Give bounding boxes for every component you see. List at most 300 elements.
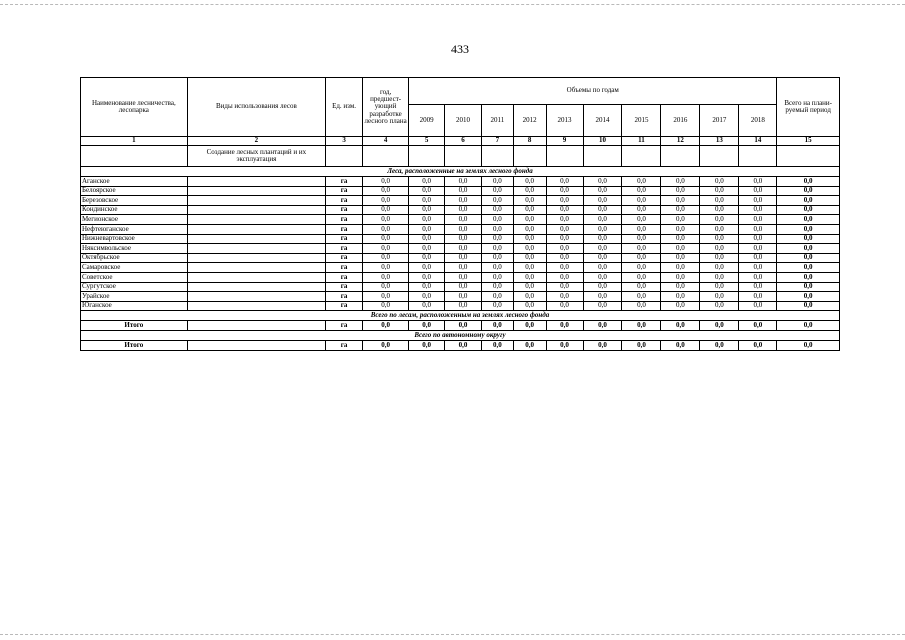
value-cell: 0,0 [445,321,482,331]
scan-bottom-edge [0,634,905,635]
value-cell: 0,0 [700,253,739,263]
kind-cell [187,196,325,206]
value-cell: 0,0 [622,224,661,234]
value-cell: 0,0 [481,282,513,292]
unit-cell: га [326,205,363,215]
value-cell: 0,0 [481,244,513,254]
value-cell: 0,0 [739,253,777,263]
value-cell: 0,0 [513,272,546,282]
value-cell: 0,0 [513,321,546,331]
kind-cell [187,224,325,234]
value-cell: 0,0 [583,224,622,234]
value-cell: 0,0 [661,301,700,311]
section-forest-fund: Леса, расположенные на землях лесного фонда [81,167,840,177]
total-value-cell: 0,0 [777,177,840,187]
total-value-cell: 0,0 [777,186,840,196]
value-cell: 0,0 [546,224,583,234]
value-cell: 0,0 [739,272,777,282]
header-prev-year: год, предшест-ующий разработке лесного плана [363,78,409,137]
unit-cell: га [326,196,363,206]
value-cell: 0,0 [546,177,583,187]
value-cell: 0,0 [481,292,513,302]
year-cell: 2018 [739,105,777,137]
total-value-cell: 0,0 [777,272,840,282]
value-cell: 0,0 [546,263,583,273]
value-cell: 0,0 [445,253,482,263]
value-cell: 0,0 [363,196,409,206]
value-cell: 0,0 [363,301,409,311]
section-total-district: Всего по автономному округу [81,330,840,340]
value-cell: 0,0 [583,177,622,187]
column-number: 4 [363,137,409,146]
value-cell: 0,0 [622,292,661,302]
value-cell: 0,0 [739,340,777,350]
value-cell: 0,0 [409,224,445,234]
column-number: 11 [622,137,661,146]
forestry-name: Итого [81,321,188,331]
value-cell: 0,0 [700,272,739,282]
value-cell: 0,0 [445,301,482,311]
value-cell: 0,0 [445,282,482,292]
value-cell: 0,0 [481,234,513,244]
value-cell: 0,0 [513,177,546,187]
total-value-cell: 0,0 [777,244,840,254]
value-cell: 0,0 [622,205,661,215]
table-row [81,177,840,187]
value-cell: 0,0 [546,272,583,282]
value-cell: 0,0 [363,215,409,225]
value-cell: 0,0 [546,244,583,254]
value-cell: 0,0 [409,301,445,311]
value-cell: 0,0 [546,215,583,225]
value-cell: 0,0 [409,272,445,282]
kind-cell [187,292,325,302]
value-cell: 0,0 [739,215,777,225]
value-cell: 0,0 [445,215,482,225]
header-volumes: Объемы по годам [409,78,777,105]
value-cell: 0,0 [700,224,739,234]
table-row [81,244,840,254]
value-cell: 0,0 [661,196,700,206]
value-cell: 0,0 [739,177,777,187]
column-number: 9 [546,137,583,146]
kind-cell [187,263,325,273]
value-cell: 0,0 [445,244,482,254]
column-numbers-row [81,137,840,146]
unit-cell: га [326,253,363,263]
value-cell: 0,0 [700,321,739,331]
total-value-cell: 0,0 [777,215,840,225]
unit-cell: га [326,301,363,311]
column-number: 15 [777,137,840,146]
unit-cell: га [326,224,363,234]
column-number: 13 [700,137,739,146]
value-cell: 0,0 [700,177,739,187]
value-cell: 0,0 [700,292,739,302]
unit-cell: га [326,234,363,244]
value-cell: 0,0 [546,205,583,215]
column-number: 5 [409,137,445,146]
value-cell: 0,0 [583,282,622,292]
value-cell: 0,0 [513,253,546,263]
header-unit: Ед. изм. [326,78,363,137]
value-cell: 0,0 [445,224,482,234]
table-row [81,234,840,244]
value-cell: 0,0 [583,205,622,215]
value-cell: 0,0 [445,234,482,244]
total-value-cell: 0,0 [777,321,840,331]
forestry-name: Юганское [81,301,188,311]
page-number: 433 [451,42,469,56]
value-cell: 0,0 [622,263,661,273]
column-number: 7 [481,137,513,146]
value-cell: 0,0 [513,224,546,234]
value-cell: 0,0 [445,340,482,350]
value-cell: 0,0 [622,340,661,350]
value-cell: 0,0 [513,215,546,225]
scan-top-edge [0,4,905,5]
forestry-name: Нефтеюганское [81,224,188,234]
value-cell: 0,0 [739,282,777,292]
forestry-rows [81,177,840,311]
unit-cell: га [326,177,363,187]
table-row [81,292,840,302]
kind-cell [187,282,325,292]
value-cell: 0,0 [363,234,409,244]
value-cell: 0,0 [409,234,445,244]
value-cell: 0,0 [739,205,777,215]
value-cell: 0,0 [583,186,622,196]
total-value-cell: 0,0 [777,263,840,273]
forestry-name: Итого [81,340,188,350]
value-cell: 0,0 [583,340,622,350]
kind-cell [187,244,325,254]
value-cell: 0,0 [363,244,409,254]
value-cell: 0,0 [409,292,445,302]
value-cell: 0,0 [409,321,445,331]
value-cell: 0,0 [546,253,583,263]
value-cell: 0,0 [481,224,513,234]
value-cell: 0,0 [739,186,777,196]
column-number: 2 [187,137,325,146]
header-kinds: Виды использования лесов [187,78,325,137]
value-cell: 0,0 [409,205,445,215]
value-cell: 0,0 [481,196,513,206]
value-cell: 0,0 [363,340,409,350]
value-cell: 0,0 [445,177,482,187]
value-cell: 0,0 [481,272,513,282]
value-cell: 0,0 [513,301,546,311]
year-cell: 2014 [583,105,622,137]
kind-cell [187,234,325,244]
value-cell: 0,0 [622,253,661,263]
total-value-cell: 0,0 [777,196,840,206]
value-cell: 0,0 [409,340,445,350]
table-row [81,205,840,215]
table-row [81,186,840,196]
forestry-name: Няксимвольское [81,244,188,254]
value-cell: 0,0 [661,234,700,244]
value-cell: 0,0 [661,292,700,302]
total-value-cell: 0,0 [777,205,840,215]
value-cell: 0,0 [481,301,513,311]
value-cell: 0,0 [661,282,700,292]
column-number: 3 [326,137,363,146]
value-cell: 0,0 [363,177,409,187]
value-cell: 0,0 [481,321,513,331]
forestry-name: Белоярское [81,186,188,196]
value-cell: 0,0 [481,186,513,196]
year-cell: 2010 [445,105,482,137]
year-cell: 2013 [546,105,583,137]
value-cell: 0,0 [445,196,482,206]
value-cell: 0,0 [739,301,777,311]
value-cell: 0,0 [583,263,622,273]
value-cell: 0,0 [700,340,739,350]
value-cell: 0,0 [622,186,661,196]
value-cell: 0,0 [700,205,739,215]
value-cell: 0,0 [661,340,700,350]
value-cell: 0,0 [622,282,661,292]
value-cell: 0,0 [363,186,409,196]
value-cell: 0,0 [583,253,622,263]
value-cell: 0,0 [363,263,409,273]
value-cell: 0,0 [661,224,700,234]
year-cell: 2011 [481,105,513,137]
value-cell: 0,0 [739,263,777,273]
section-total-forest: Всего по лесам, расположенным на землях лесного фонда [81,311,840,321]
table-row [81,263,840,273]
kind-cell [187,215,325,225]
value-cell: 0,0 [622,177,661,187]
table-row [81,224,840,234]
total-row [81,321,840,331]
table-row [81,196,840,206]
kind-cell [187,253,325,263]
unit-cell: га [326,272,363,282]
forestry-name: Самаровское [81,263,188,273]
value-cell: 0,0 [409,282,445,292]
value-cell: 0,0 [622,321,661,331]
forestry-name: Кондинское [81,205,188,215]
value-cell: 0,0 [661,205,700,215]
total-row [81,340,840,350]
table-row [81,272,840,282]
value-cell: 0,0 [481,215,513,225]
value-cell: 0,0 [513,244,546,254]
value-cell: 0,0 [546,282,583,292]
value-cell: 0,0 [513,186,546,196]
year-cell: 2016 [661,105,700,137]
value-cell: 0,0 [661,263,700,273]
unit-cell: га [326,263,363,273]
value-cell: 0,0 [700,263,739,273]
unit-cell: га [326,292,363,302]
table-row [81,282,840,292]
kind-cell [187,186,325,196]
value-cell: 0,0 [481,253,513,263]
value-cell: 0,0 [739,234,777,244]
value-cell: 0,0 [445,292,482,302]
value-cell: 0,0 [409,263,445,273]
value-cell: 0,0 [661,186,700,196]
total-value-cell: 0,0 [777,253,840,263]
value-cell: 0,0 [622,196,661,206]
value-cell: 0,0 [661,215,700,225]
kind-cell [187,301,325,311]
activity-label: Создание лесных плантаций и их эксплуатация [187,146,325,167]
value-cell: 0,0 [661,253,700,263]
value-cell: 0,0 [546,292,583,302]
forestry-name: Урайское [81,292,188,302]
value-cell: 0,0 [700,186,739,196]
total-value-cell: 0,0 [777,292,840,302]
value-cell: 0,0 [546,186,583,196]
value-cell: 0,0 [700,234,739,244]
value-cell: 0,0 [363,282,409,292]
value-cell: 0,0 [481,205,513,215]
value-cell: 0,0 [409,177,445,187]
value-cell: 0,0 [739,321,777,331]
value-cell: 0,0 [513,292,546,302]
value-cell: 0,0 [622,215,661,225]
value-cell: 0,0 [409,215,445,225]
value-cell: 0,0 [513,234,546,244]
total-value-cell: 0,0 [777,234,840,244]
unit-cell: га [326,215,363,225]
column-number: 6 [445,137,482,146]
header-total: Всего на плани-руемый период [777,78,840,137]
forestry-name: Нижневартовское [81,234,188,244]
kind-cell [187,177,325,187]
value-cell: 0,0 [661,321,700,331]
column-number: 8 [513,137,546,146]
forestry-name: Сургутское [81,282,188,292]
value-cell: 0,0 [739,292,777,302]
activity-row [81,146,840,167]
value-cell: 0,0 [445,205,482,215]
value-cell: 0,0 [739,196,777,206]
total-value-cell: 0,0 [777,282,840,292]
value-cell: 0,0 [583,215,622,225]
kind-cell [187,272,325,282]
value-cell: 0,0 [409,253,445,263]
value-cell: 0,0 [363,321,409,331]
value-cell: 0,0 [445,272,482,282]
column-number: 12 [661,137,700,146]
forestry-name: Аганское [81,177,188,187]
value-cell: 0,0 [445,263,482,273]
total-district-row-group [81,340,840,350]
unit-cell: га [326,282,363,292]
column-number: 14 [739,137,777,146]
value-cell: 0,0 [546,234,583,244]
forest-plantations-table [80,77,840,351]
value-cell: 0,0 [481,177,513,187]
value-cell: 0,0 [622,234,661,244]
value-cell: 0,0 [363,205,409,215]
value-cell: 0,0 [546,340,583,350]
value-cell: 0,0 [583,292,622,302]
value-cell: 0,0 [513,196,546,206]
forestry-name: Березовское [81,196,188,206]
value-cell: 0,0 [409,196,445,206]
forestry-name: Советское [81,272,188,282]
value-cell: 0,0 [583,272,622,282]
year-cell: 2015 [622,105,661,137]
value-cell: 0,0 [481,340,513,350]
year-cell: 2009 [409,105,445,137]
year-cell: 2017 [700,105,739,137]
value-cell: 0,0 [363,272,409,282]
total-value-cell: 0,0 [777,301,840,311]
value-cell: 0,0 [363,292,409,302]
value-cell: 0,0 [661,177,700,187]
value-cell: 0,0 [583,244,622,254]
unit-cell: га [326,321,363,331]
value-cell: 0,0 [700,301,739,311]
column-number: 10 [583,137,622,146]
value-cell: 0,0 [513,282,546,292]
value-cell: 0,0 [583,196,622,206]
year-cell: 2012 [513,105,546,137]
value-cell: 0,0 [546,301,583,311]
value-cell: 0,0 [513,263,546,273]
forestry-name: Октябрьское [81,253,188,263]
value-cell: 0,0 [622,244,661,254]
value-cell: 0,0 [700,244,739,254]
value-cell: 0,0 [363,253,409,263]
total-value-cell: 0,0 [777,224,840,234]
column-number: 1 [81,137,188,146]
table-row [81,301,840,311]
value-cell: 0,0 [739,244,777,254]
value-cell: 0,0 [363,224,409,234]
header-name: Наименование лесничества, лесопарка [81,78,188,137]
table-row [81,215,840,225]
value-cell: 0,0 [409,244,445,254]
value-cell: 0,0 [700,282,739,292]
unit-cell: га [326,186,363,196]
table-row [81,253,840,263]
value-cell: 0,0 [583,301,622,311]
value-cell: 0,0 [583,321,622,331]
kind-cell [187,321,325,331]
value-cell: 0,0 [409,186,445,196]
unit-cell: га [326,340,363,350]
unit-cell: га [326,244,363,254]
total-forest-row-group [81,321,840,331]
value-cell: 0,0 [622,301,661,311]
forestry-name: Мегионское [81,215,188,225]
value-cell: 0,0 [481,263,513,273]
total-value-cell: 0,0 [777,340,840,350]
value-cell: 0,0 [546,321,583,331]
value-cell: 0,0 [661,244,700,254]
value-cell: 0,0 [700,215,739,225]
value-cell: 0,0 [739,224,777,234]
value-cell: 0,0 [622,272,661,282]
value-cell: 0,0 [513,205,546,215]
kind-cell [187,205,325,215]
value-cell: 0,0 [445,186,482,196]
value-cell: 0,0 [661,272,700,282]
value-cell: 0,0 [513,340,546,350]
value-cell: 0,0 [700,196,739,206]
value-cell: 0,0 [583,234,622,244]
kind-cell [187,340,325,350]
value-cell: 0,0 [546,196,583,206]
